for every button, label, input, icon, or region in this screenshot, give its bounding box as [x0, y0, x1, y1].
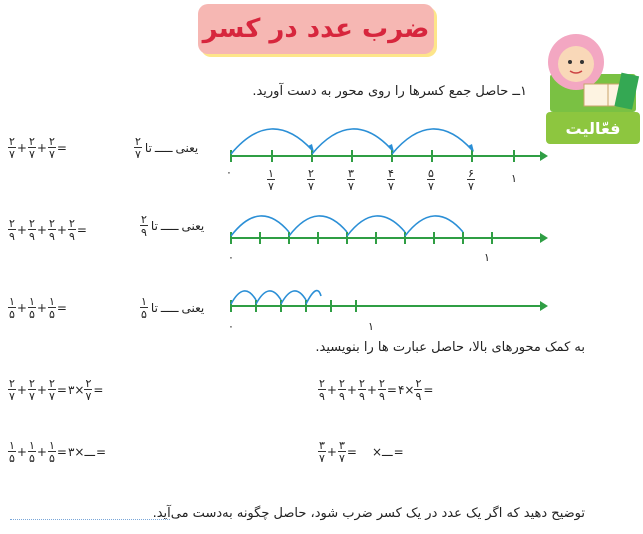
- answer-line[interactable]: [10, 518, 170, 520]
- activity-instruction: ۱ــ حاصل جمع کسرها را روی محور به دست آورید.: [252, 84, 527, 99]
- part2-instruction: به کمک محورهای بالا، حاصل عبارت ها را بنویسید.: [315, 340, 585, 355]
- tick-label-zero: ۰: [226, 166, 232, 179]
- product-expression-right-2: $\frac{۳}{۷}$ + $\frac{۳}{۷}$ = × ـــ =: [319, 439, 404, 465]
- product-expression-right-1: $\frac{۲}{۹}$ + $\frac{۲}{۹}$ + $\frac{۲}{۹}$ + $\frac{۲}{۹}$ = ۴ × $\frac{۲}{۹}$ =: [319, 377, 434, 403]
- sum-expression-2: $\frac{۲}{۹}$ + $\frac{۲}{۹}$ + $\frac{۲}{۹}$ + $\frac{۲}{۹}$ =: [9, 217, 87, 243]
- answer-blank[interactable]: ـــ: [382, 445, 393, 459]
- tick-fraction: ۶ ۷: [468, 167, 474, 193]
- tick-fraction: ۳ ۷: [348, 167, 354, 193]
- tick-label-zero: ۰: [228, 320, 234, 333]
- girl-reading-illustration: [546, 28, 640, 114]
- yani-label-1: یعنی ـــــ تا $\frac{۲}{۷}$: [135, 135, 199, 161]
- tick-label-zero: ۰: [228, 251, 234, 264]
- tick-fraction: ۵ ۷: [428, 167, 434, 193]
- page-title: ضرب عدد در کسر: [198, 4, 434, 54]
- number-line-ninths: [222, 200, 552, 260]
- tick-fraction: ۱ ۷: [268, 167, 274, 193]
- sum-expression-3: $\frac{۱}{۵}$ + $\frac{۱}{۵}$ + $\frac{۱}{۵}$ =: [9, 295, 67, 321]
- tick-fraction: ۴ ۷: [388, 167, 394, 193]
- sum-expression-1: $\frac{۲}{۷}$ + $\frac{۲}{۷}$ + $\frac{۲}{۷}$ =: [9, 135, 67, 161]
- explain-prompt: توضیح دهید که اگر یک عدد در یک کسر ضرب شود، حاصل چگونه به‌دست می‌آید.: [152, 506, 585, 521]
- product-expression-left-1: $\frac{۲}{۷}$ + $\frac{۲}{۷}$ + $\frac{۲}{۷}$ = ۳ × $\frac{۲}{۷}$ =: [9, 377, 104, 403]
- answer-blank[interactable]: ـــ: [84, 445, 96, 459]
- tick-label-one: ۱: [511, 172, 517, 185]
- tick-label-one: ۱: [368, 320, 374, 333]
- yani-label-2: یعنی ـــــ تا $\frac{۲}{۹}$: [141, 213, 205, 239]
- number-line-fifths: [222, 278, 552, 328]
- tick-fraction: ۲ ۷: [308, 167, 314, 193]
- tick-label-one: ۱: [484, 251, 490, 264]
- activity-badge: فعّالیت: [546, 112, 640, 144]
- product-expression-left-2: $\frac{۱}{۵}$ + $\frac{۱}{۵}$ + $\frac{۱}{۵}$ = ۳ × ـــ =: [9, 439, 107, 465]
- yani-label-3: یعنی ـــــ تا $\frac{۱}{۵}$: [141, 295, 205, 321]
